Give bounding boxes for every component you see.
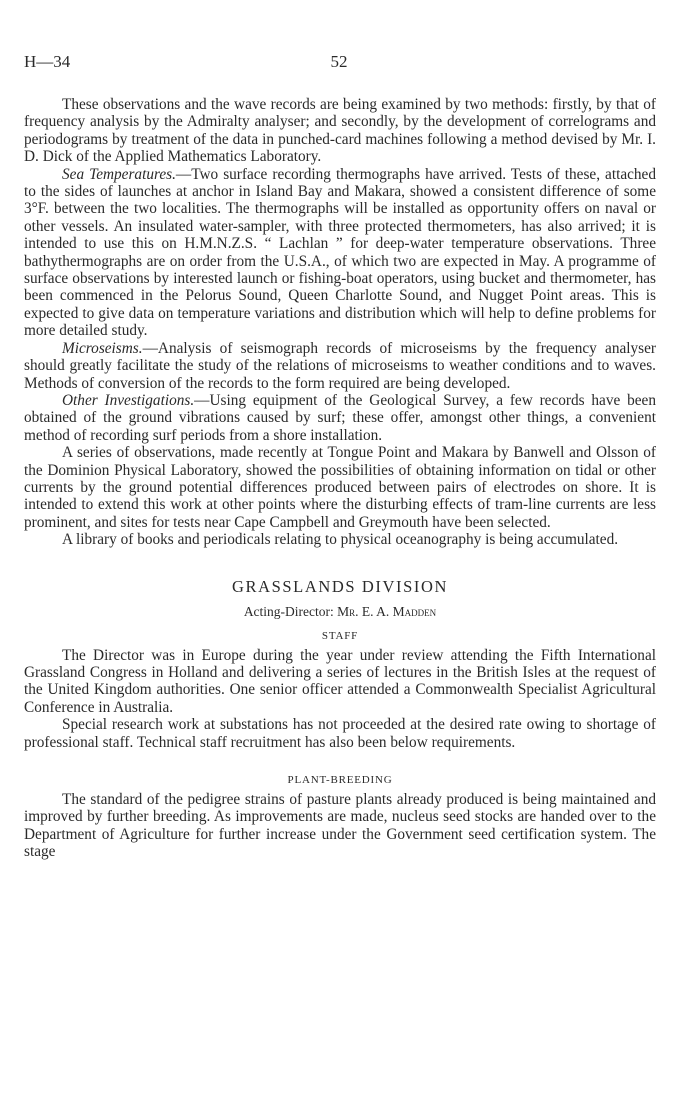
microseisms-text: —Analysis of seismograph records of microseisms by the frequency analyser should greatly facilitate the study of the relations of microseisms to weather conditions and to waves. Methods of conversion of the records to the form required are being developed.	[24, 339, 656, 392]
page-header	[24, 52, 654, 74]
other-investigations-text: —Using equipment of the Geological Survey, a few records have been obtained of the ground vibrations caused by surf; these offer, amongst other things, a convenient method of recording surf periods from a shore installation.	[24, 391, 656, 444]
paragraph-ground-potential: A series of observations, made recently at Tongue Point and Makara by Banwell and Olsson of the Dominion Physical Laboratory, showed the possibilities of obtaining information on tidal or other currents by the ground potential differences produced between pairs of electrodes on shore. It is intended to extend this work at other points where the disturbing effects of tram-line currents are less prominent, and sites for tests near Cape Campbell and Greymouth have been selected.	[24, 444, 656, 531]
acting-director-name: Mr. E. A. Madden	[337, 603, 437, 619]
page-body	[24, 96, 656, 861]
staff-heading: STAFF	[321, 629, 359, 642]
acting-director-line	[24, 603, 656, 621]
division-title: GRASSLANDS DIVISION	[231, 576, 449, 596]
acting-director-label: Acting-Director:	[243, 603, 334, 619]
other-investigations-heading: Other Investigations.	[62, 391, 195, 409]
paragraph-research-staff: Special research work at substations has not proceeded at the desired rate owing to shortage of professional staff. Technical staff recruitment has also been below requirements.	[24, 716, 656, 751]
microseisms-heading: Microseisms.	[62, 339, 143, 357]
sea-temperatures-text: —Two surface recording thermographs have arrived. Tests of these, attached to the sides of launches at anchor in Island Bay and Makara, showed a consistent difference of some 3°F. between the two localities. The thermographs will be installed as opportunity offers on naval or other vessels. An insulated water-sampler, with three protected thermometers, has also arrived; it is intended to use this on H.M.N.Z.S. “ Lachlan ” for deep-water temperature observations. Three bathythermographs are on order from the U.S.A., of which two are expected in May. A programme of surface observations by interested launch or fishing-boat operators, using bucket and thermometer, has been commenced in the Pelorus Sound, Queen Charlotte Sound, and Nugget Point areas. This is expected to give data on temperature variations and distribution which will help to define problems for more detailed study.	[24, 165, 656, 340]
paragraph-microseisms	[24, 340, 656, 392]
paragraph-sea-temperatures	[24, 166, 656, 340]
paragraph-wave-analysis: These observations and the wave records are being examined by two methods: firstly, by that of frequency analysis by the Admiralty analyser; and secondly, by the development of correlograms and periodograms by treatment of the data in punched-card machines following a method devised by Mr. I. D. Dick of the Applied Mathematics Laboratory.	[24, 96, 656, 166]
plant-breeding-heading: PLANT-BREEDING	[287, 774, 393, 786]
paragraph-plant-breeding: The standard of the pedigree strains of pasture plants already produced is being maintained and improved by further breeding. As improvements are made, nucleus seed stocks are handed over to the Department of Agriculture for further increase under the Government seed certification system. The stage	[24, 791, 656, 861]
sea-temperatures-heading: Sea Temperatures.	[62, 165, 176, 183]
report-reference: H—34	[24, 52, 71, 71]
paragraph-director-europe: The Director was in Europe during the year under review attending the Fifth International Grassland Congress in Holland and delivering a series of lectures in the British Isles at the request of the United Kingdom authorities. One senior officer attended a Commonwealth Specialist Agricultural Conference in Australia.	[24, 646, 656, 716]
paragraph-other-investigations	[24, 392, 656, 444]
paragraph-library: A library of books and periodicals relating to physical oceanography is being accumulated.	[62, 531, 619, 549]
page-number: 52	[330, 52, 348, 71]
